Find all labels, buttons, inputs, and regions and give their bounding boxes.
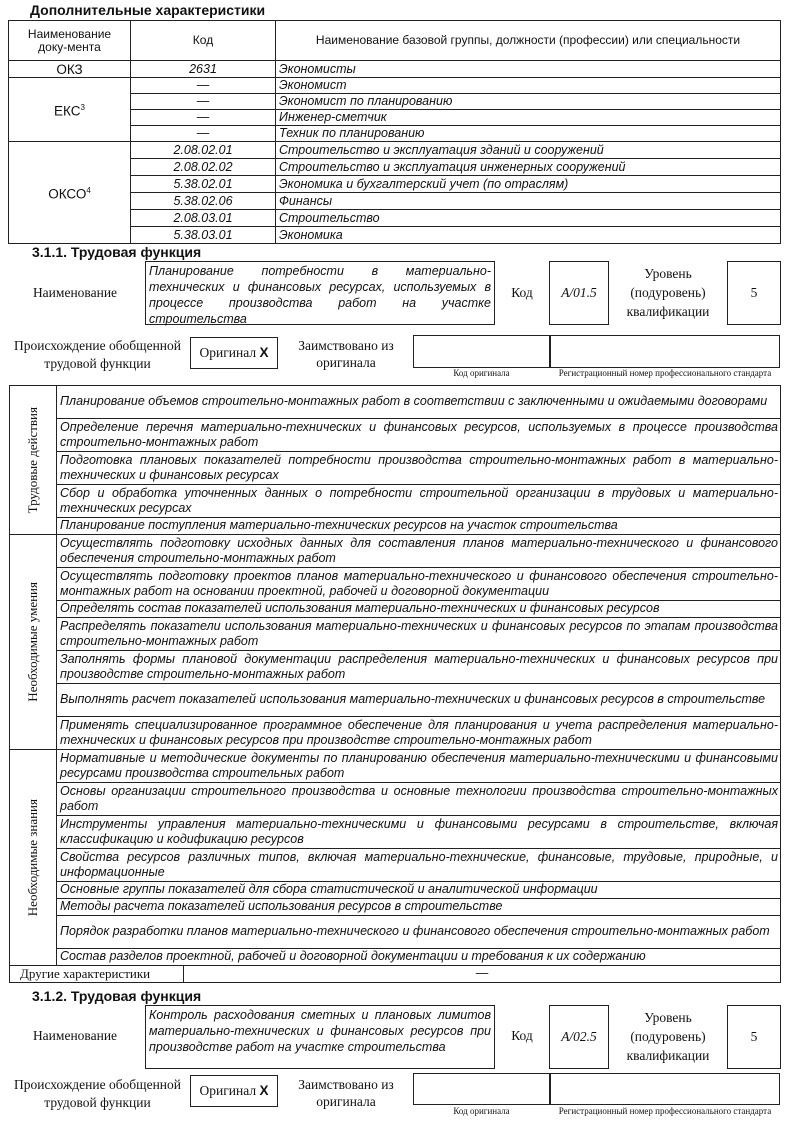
- eks-code: —: [131, 94, 276, 110]
- knowledge-item: Методы расчета показателей использования ресурсов в строительстве: [57, 899, 781, 916]
- function-2-name: Контроль расходования сметных и плановых лимитов материально-технических и финансовых ресурсов при производстве работ на участке строительства: [145, 1005, 495, 1069]
- eks-name: Инженер-сметчик: [276, 110, 781, 126]
- knowledge-item: Свойства ресурсов различных типов, включая материально-технические, финансовые, трудовые, природные, и информационные: [57, 849, 781, 882]
- eks-label-cell: [9, 78, 131, 142]
- knowledge-row: [10, 750, 781, 783]
- extra-header-row: [9, 21, 781, 61]
- okso-code: 2.08.03.01: [131, 210, 276, 227]
- knowledge-label: Необходимые знания: [25, 798, 41, 917]
- skill-item: Осуществлять подготовку проектов планов материально-технического и финансового обеспечения строительно-монтажных работ на основании проектной, рабочей и договорной документации: [57, 568, 781, 601]
- skill-item: Определять состав показателей использования материально-технических и финансовых ресурсов: [57, 601, 781, 618]
- okso-code: 2.08.02.01: [131, 142, 276, 159]
- function-1-orig-code-label: Код оригинала: [453, 368, 510, 378]
- skill-item: Осуществлять подготовку исходных данных для составления планов материально-технического и финансового обеспечения строительно-монтажных работ: [57, 535, 781, 568]
- knowledge-item: Порядок разработки планов материально-технического и финансового обеспечения строительно-монтажных работ: [57, 916, 781, 949]
- action-item: Сбор и обработка уточненных данных о потребности строительной организации в трудовых и материально-технических ресурсах: [57, 485, 781, 518]
- original-label: Оригинал: [199, 345, 257, 360]
- function-1-code-label: Код: [511, 285, 533, 300]
- function-2-code: A/02.5: [549, 1005, 609, 1069]
- knowledge-item: Основные группы показателей для сбора статистической и аналитической информации: [57, 882, 781, 899]
- eks-name: Экономист по планированию: [276, 94, 781, 110]
- eks-code: —: [131, 110, 276, 126]
- okso-name: Финансы: [276, 193, 781, 210]
- okso-label-cell: [9, 142, 131, 244]
- knowledge-row: [10, 949, 781, 966]
- okso-code: 5.38.02.01: [131, 176, 276, 193]
- eks-row: [9, 78, 781, 94]
- skill-row: [10, 684, 781, 717]
- function-1-level: 5: [727, 261, 781, 325]
- okso-footnote: 4: [86, 186, 91, 196]
- extra-characteristics-table: [8, 20, 781, 244]
- other-row: [10, 966, 781, 983]
- function-2-original-cell: [190, 1075, 278, 1107]
- function-1-title: 3.1.1. Трудовая функция: [32, 244, 202, 260]
- action-row: [10, 518, 781, 535]
- knowledge-row: [10, 849, 781, 882]
- function-1-reg-number-cell: [550, 335, 780, 368]
- function-2-orig-code-label: Код оригинала: [453, 1106, 510, 1116]
- okso-name: Экономика: [276, 227, 781, 244]
- knowledge-item: Инструменты управления материально-техническими и финансовыми ресурсами в строительстве, включая классификацию и кодификацию ресурсов: [57, 816, 781, 849]
- other-value: —: [184, 966, 781, 983]
- eks-footnote: 3: [80, 103, 85, 113]
- action-row: [10, 419, 781, 452]
- action-item: Подготовка плановых показателей потребности производства строительно-монтажных работ в материально-технических и финансовых ресурсах: [57, 452, 781, 485]
- skills-header-cell: [10, 535, 57, 750]
- eks-code: —: [131, 78, 276, 94]
- okz-row: [9, 61, 781, 78]
- function-1-origin-label: Происхождение обобщенной трудовой функции: [14, 338, 181, 371]
- function-2-name-label: Наименование: [32, 1028, 118, 1043]
- skill-row: [10, 618, 781, 651]
- header-code: Код: [131, 21, 276, 61]
- action-item: Планирование объемов строительно-монтажных работ в соответствии с заключенными и ожидаемыми договорами: [57, 386, 781, 419]
- function-2-borrowed-label: Заимствовано из оригинала: [298, 1077, 394, 1109]
- knowledge-row: [10, 816, 781, 849]
- skill-item: Заполнять формы плановой документации распределения материально-технических и финансовых ресурсов при производстве строительно-монтажных работ: [57, 651, 781, 684]
- skill-item: Выполнять расчет показателей использования материально-технических и финансовых ресурсов в строительстве: [57, 684, 781, 717]
- skill-row: [10, 568, 781, 601]
- action-row: [10, 485, 781, 518]
- function-2-reg-number-cell: [550, 1073, 780, 1105]
- function-2-code-label: Код: [511, 1028, 533, 1043]
- actions-label: Трудовые действия: [25, 406, 41, 514]
- okso-label: ОКСО: [48, 186, 87, 202]
- extra-title: Дополнительные характеристики: [30, 2, 266, 18]
- okso-name: Строительство и эксплуатация зданий и сооружений: [276, 142, 781, 159]
- function-1-code: A/01.5: [549, 261, 609, 325]
- skill-row: [10, 535, 781, 568]
- function-2-title: 3.1.2. Трудовая функция: [32, 988, 202, 1004]
- function-1-level-label: Уровень (подуровень) квалификации: [626, 266, 710, 319]
- function-1-name-label: Наименование: [32, 285, 118, 300]
- okz-label: ОКЗ: [9, 61, 131, 78]
- function-1-original-cell: [190, 337, 278, 369]
- okso-name: Экономика и бухгалтерский учет (по отраслям): [276, 176, 781, 193]
- knowledge-row: [10, 916, 781, 949]
- original-mark: X: [259, 345, 269, 360]
- other-label: Другие характеристики: [10, 966, 184, 983]
- okz-code: 2631: [131, 61, 276, 78]
- skill-item: Применять специализированное программное обеспечение для планирования и учета распределения материально-технических и финансовых ресурсов при производстве строительно-монтажных работ: [57, 717, 781, 750]
- okso-row: [9, 142, 781, 159]
- skill-row: [10, 651, 781, 684]
- skill-row: [10, 601, 781, 618]
- function-1-details-table: [9, 385, 781, 983]
- function-2-origin-label: Происхождение обобщенной трудовой функции: [14, 1077, 181, 1110]
- action-item: Определение перечня материально-технических и финансовых ресурсов, используемых в процессе производства строительно-монтажных работ: [57, 419, 781, 452]
- eks-name: Экономист: [276, 78, 781, 94]
- action-row: [10, 452, 781, 485]
- knowledge-item: Состав разделов проектной, рабочей и договорной документации и требования к их содержанию: [57, 949, 781, 966]
- function-1-name: Планирование потребности в материально-технических и финансовых ресурсах, используемых в процессе производства работ на участке строительства: [145, 261, 495, 325]
- actions-header-cell: [10, 386, 57, 535]
- okso-code: 5.38.02.06: [131, 193, 276, 210]
- function-1-orig-code-cell: [413, 335, 550, 368]
- eks-label: ЕКС: [54, 103, 81, 119]
- function-1-borrowed-label: Заимствовано из оригинала: [298, 338, 394, 370]
- okz-name: Экономисты: [276, 61, 781, 78]
- eks-code: —: [131, 126, 276, 142]
- action-item: Планирование поступления материально-технических ресурсов на участок строительства: [57, 518, 781, 535]
- header-doc-name: Наименование доку-мента: [9, 21, 131, 61]
- okso-code: 2.08.02.02: [131, 159, 276, 176]
- knowledge-row: [10, 882, 781, 899]
- function-2-reg-label: Регистрационный номер профессионального стандарта: [558, 1106, 772, 1116]
- function-2-level-label: Уровень (подуровень) квалификации: [626, 1010, 710, 1063]
- knowledge-row: [10, 783, 781, 816]
- skills-label: Необходимые умения: [25, 582, 41, 702]
- eks-name: Техник по планированию: [276, 126, 781, 142]
- knowledge-row: [10, 899, 781, 916]
- header-group-name: Наименование базовой группы, должности (профессии) или специальности: [276, 21, 781, 61]
- skill-row: [10, 717, 781, 750]
- okso-name: Строительство и эксплуатация инженерных сооружений: [276, 159, 781, 176]
- okso-code: 5.38.03.01: [131, 227, 276, 244]
- function-1-reg-label: Регистрационный номер профессионального стандарта: [558, 368, 772, 378]
- knowledge-item: Основы организации строительного производства и основные технологии производства строительно-монтажных работ: [57, 783, 781, 816]
- okso-name: Строительство: [276, 210, 781, 227]
- function-2-level: 5: [727, 1005, 781, 1069]
- knowledge-item: Нормативные и методические документы по планированию обеспечения материально-техническими и финансовыми ресурсами производства строительных работ: [57, 750, 781, 783]
- skill-item: Распределять показатели использования материально-технических и финансовых ресурсов по этапам производства строительно-монтажных работ: [57, 618, 781, 651]
- original-label: Оригинал: [199, 1083, 257, 1098]
- function-2-orig-code-cell: [413, 1073, 550, 1105]
- original-mark: X: [259, 1083, 269, 1098]
- action-row: [10, 386, 781, 419]
- knowledge-header-cell: [10, 750, 57, 966]
